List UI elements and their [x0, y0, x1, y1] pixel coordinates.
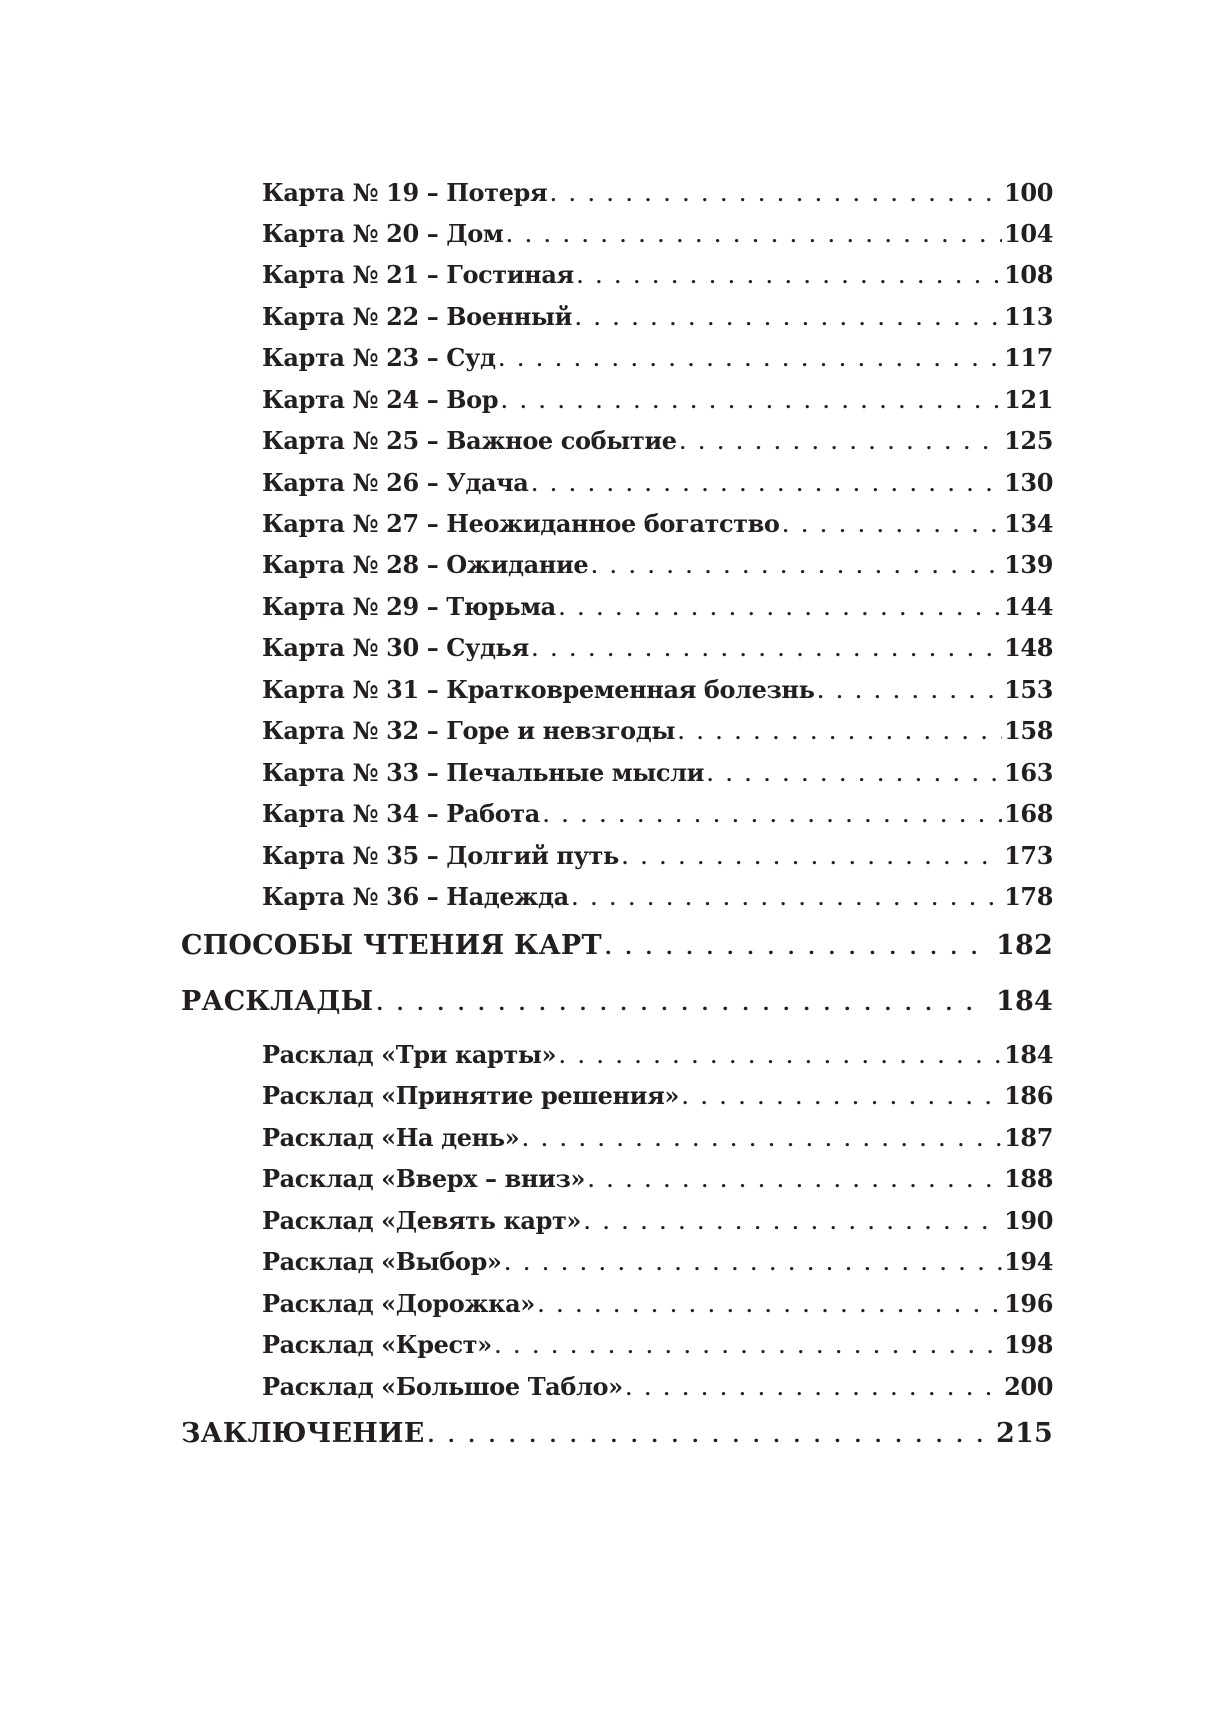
toc-entry-title: Карта № 35 – Долгий путь — [262, 841, 619, 870]
dot-leader — [501, 392, 1002, 413]
dot-leader — [505, 1254, 1003, 1275]
toc-entry-title: Карта № 20 – Дом — [262, 219, 504, 248]
dot-leader — [682, 1088, 1002, 1109]
toc-entry-page-number: 158 — [1004, 716, 1053, 745]
toc-entry-spread-cross[interactable] — [262, 1330, 1053, 1359]
toc-entry-spread-nine-cards[interactable] — [262, 1206, 1053, 1235]
toc-entry-title: Расклад «Дорожка» — [262, 1289, 535, 1318]
toc-entry-card-30[interactable] — [262, 633, 1053, 662]
dot-leader — [427, 1423, 982, 1447]
toc-section-conclusion[interactable] — [181, 1418, 1053, 1449]
toc-entry-page-number: 168 — [1004, 799, 1053, 828]
toc-entry-page-number: 188 — [1004, 1164, 1053, 1193]
toc-entry-spread-path[interactable] — [262, 1289, 1053, 1318]
toc-entry-page-number: 117 — [1004, 343, 1053, 372]
toc-entry-page-number: 100 — [1004, 178, 1053, 207]
toc-section-title: СПОСОБЫ ЧТЕНИЯ КАРТ — [181, 930, 602, 961]
dot-leader — [584, 1213, 1002, 1234]
toc-entry-card-36[interactable] — [262, 882, 1053, 911]
dot-leader — [605, 935, 982, 959]
toc-entry-page-number: 178 — [1004, 882, 1053, 911]
toc-entry-title: Расклад «Большое Табло» — [262, 1372, 623, 1401]
toc-section-page-number: 184 — [996, 986, 1053, 1017]
toc-entry-card-21[interactable] — [262, 260, 1053, 289]
dot-leader — [559, 1047, 1002, 1068]
toc-entry-page-number: 196 — [1004, 1289, 1053, 1318]
toc-entry-title: Карта № 21 – Гостиная — [262, 260, 574, 289]
toc-entry-title: Расклад «Принятие решения» — [262, 1081, 680, 1110]
toc-entry-title: Расклад «Вверх – вниз» — [262, 1164, 585, 1193]
toc-entry-page-number: 144 — [1004, 592, 1053, 621]
toc-entry-title: Карта № 26 – Удача — [262, 468, 529, 497]
toc-entry-title: Расклад «На день» — [262, 1123, 520, 1152]
toc-entry-card-35[interactable] — [262, 841, 1053, 870]
toc-entry-page-number: 113 — [1004, 302, 1053, 331]
toc-entry-page-number: 194 — [1004, 1247, 1053, 1276]
toc-entry-page-number: 198 — [1004, 1330, 1053, 1359]
toc-entry-title: Карта № 36 – Надежда — [262, 882, 569, 911]
toc-entry-page-number: 163 — [1004, 758, 1053, 787]
toc-entry-card-27[interactable] — [262, 509, 1053, 538]
toc-entry-spread-up-down[interactable] — [262, 1164, 1053, 1193]
toc-section-title: РАСКЛАДЫ — [181, 986, 374, 1017]
dot-leader — [626, 1379, 1002, 1400]
toc-entry-card-22[interactable] — [262, 302, 1053, 331]
toc-entry-title: Расклад «Крест» — [262, 1330, 492, 1359]
toc-entry-title: Карта № 31 – Кратковременная болезнь — [262, 675, 815, 704]
toc-entry-title: Карта № 25 – Важное событие — [262, 426, 677, 455]
toc-entry-spread-day[interactable] — [262, 1123, 1053, 1152]
dot-leader — [499, 350, 1003, 371]
toc-entry-title: Карта № 27 – Неожиданное богатство — [262, 509, 780, 538]
dot-leader — [707, 765, 1002, 786]
dot-leader — [522, 1130, 1002, 1151]
toc-entry-page-number: 190 — [1004, 1206, 1053, 1235]
toc-section-reading-methods[interactable] — [181, 930, 1053, 961]
toc-entry-title: Карта № 28 – Ожидание — [262, 550, 589, 579]
toc-entry-page-number: 173 — [1004, 841, 1053, 870]
toc-entry-card-20[interactable] — [262, 219, 1053, 248]
toc-entry-page-number: 186 — [1004, 1081, 1053, 1110]
toc-section-spreads[interactable] — [181, 986, 1053, 1017]
toc-entry-page-number: 184 — [1004, 1040, 1053, 1069]
toc-entry-card-23[interactable] — [262, 343, 1053, 372]
toc-entry-card-33[interactable] — [262, 758, 1053, 787]
dot-leader — [376, 991, 982, 1015]
toc-entry-page-number: 121 — [1004, 385, 1053, 414]
dot-leader — [577, 267, 1002, 288]
toc-entry-page-number: 148 — [1004, 633, 1053, 662]
dot-leader — [550, 185, 1002, 206]
toc-entry-card-31[interactable] — [262, 675, 1053, 704]
toc-entry-title: Расклад «Три карты» — [262, 1040, 557, 1069]
toc-entry-card-24[interactable] — [262, 385, 1053, 414]
dot-leader — [591, 557, 1002, 578]
dot-leader — [559, 599, 1002, 620]
dot-leader — [531, 475, 1002, 496]
toc-entry-card-34[interactable] — [262, 799, 1053, 828]
dot-leader — [543, 806, 1002, 827]
dot-leader — [817, 682, 1002, 703]
toc-entry-spread-grand-tableau[interactable] — [262, 1372, 1053, 1401]
toc-entry-spread-three-cards[interactable] — [262, 1040, 1053, 1069]
toc-entry-title: Карта № 24 – Вор — [262, 385, 499, 414]
dot-leader — [538, 1296, 1002, 1317]
dot-leader — [622, 848, 1002, 869]
dot-leader — [495, 1337, 1002, 1358]
dot-leader — [783, 516, 1003, 537]
toc-entry-page-number: 139 — [1004, 550, 1053, 579]
toc-entry-card-32[interactable] — [262, 716, 1053, 745]
toc-entry-title: Карта № 30 – Судья — [262, 633, 529, 662]
toc-entry-title: Расклад «Девять карт» — [262, 1206, 582, 1235]
toc-section-page-number: 215 — [996, 1418, 1053, 1449]
dot-leader — [532, 640, 1002, 661]
dot-leader — [572, 889, 1002, 910]
toc-entry-page-number: 104 — [1004, 219, 1053, 248]
toc-entry-page-number: 153 — [1004, 675, 1053, 704]
toc-entry-title: Карта № 33 – Печальные мысли — [262, 758, 705, 787]
toc-entry-title: Карта № 23 – Суд — [262, 343, 496, 372]
dot-leader — [506, 226, 1002, 247]
toc-entry-card-25[interactable] — [262, 426, 1053, 455]
dot-leader — [575, 309, 1002, 330]
dot-leader — [678, 723, 1002, 744]
toc-entry-card-29[interactable] — [262, 592, 1053, 621]
toc-entry-title: Карта № 32 – Горе и невзгоды — [262, 716, 676, 745]
dot-leader — [588, 1171, 1002, 1192]
toc-entry-spread-choice[interactable] — [262, 1247, 1053, 1276]
toc-entry-spread-decision[interactable] — [262, 1081, 1053, 1110]
toc-entry-title: Карта № 29 – Тюрьма — [262, 592, 556, 621]
toc-entry-page-number: 130 — [1004, 468, 1053, 497]
toc-entry-page-number: 134 — [1004, 509, 1053, 538]
toc-entry-card-19[interactable] — [262, 178, 1053, 207]
dot-leader — [680, 433, 1003, 454]
toc-entry-card-26[interactable] — [262, 468, 1053, 497]
toc-entry-page-number: 108 — [1004, 260, 1053, 289]
toc-entry-title: Карта № 34 – Работа — [262, 799, 540, 828]
toc-section-page-number: 182 — [996, 930, 1053, 961]
toc-section-title: ЗАКЛЮЧЕНИЕ — [181, 1418, 425, 1449]
toc-entry-page-number: 125 — [1004, 426, 1053, 455]
toc-entry-title: Расклад «Выбор» — [262, 1247, 502, 1276]
toc-entry-card-28[interactable] — [262, 550, 1053, 579]
toc-entry-title: Карта № 22 – Военный — [262, 302, 573, 331]
toc-entry-page-number: 187 — [1004, 1123, 1053, 1152]
toc-entry-title: Карта № 19 – Потеря — [262, 178, 548, 207]
toc-entry-page-number: 200 — [1004, 1372, 1053, 1401]
